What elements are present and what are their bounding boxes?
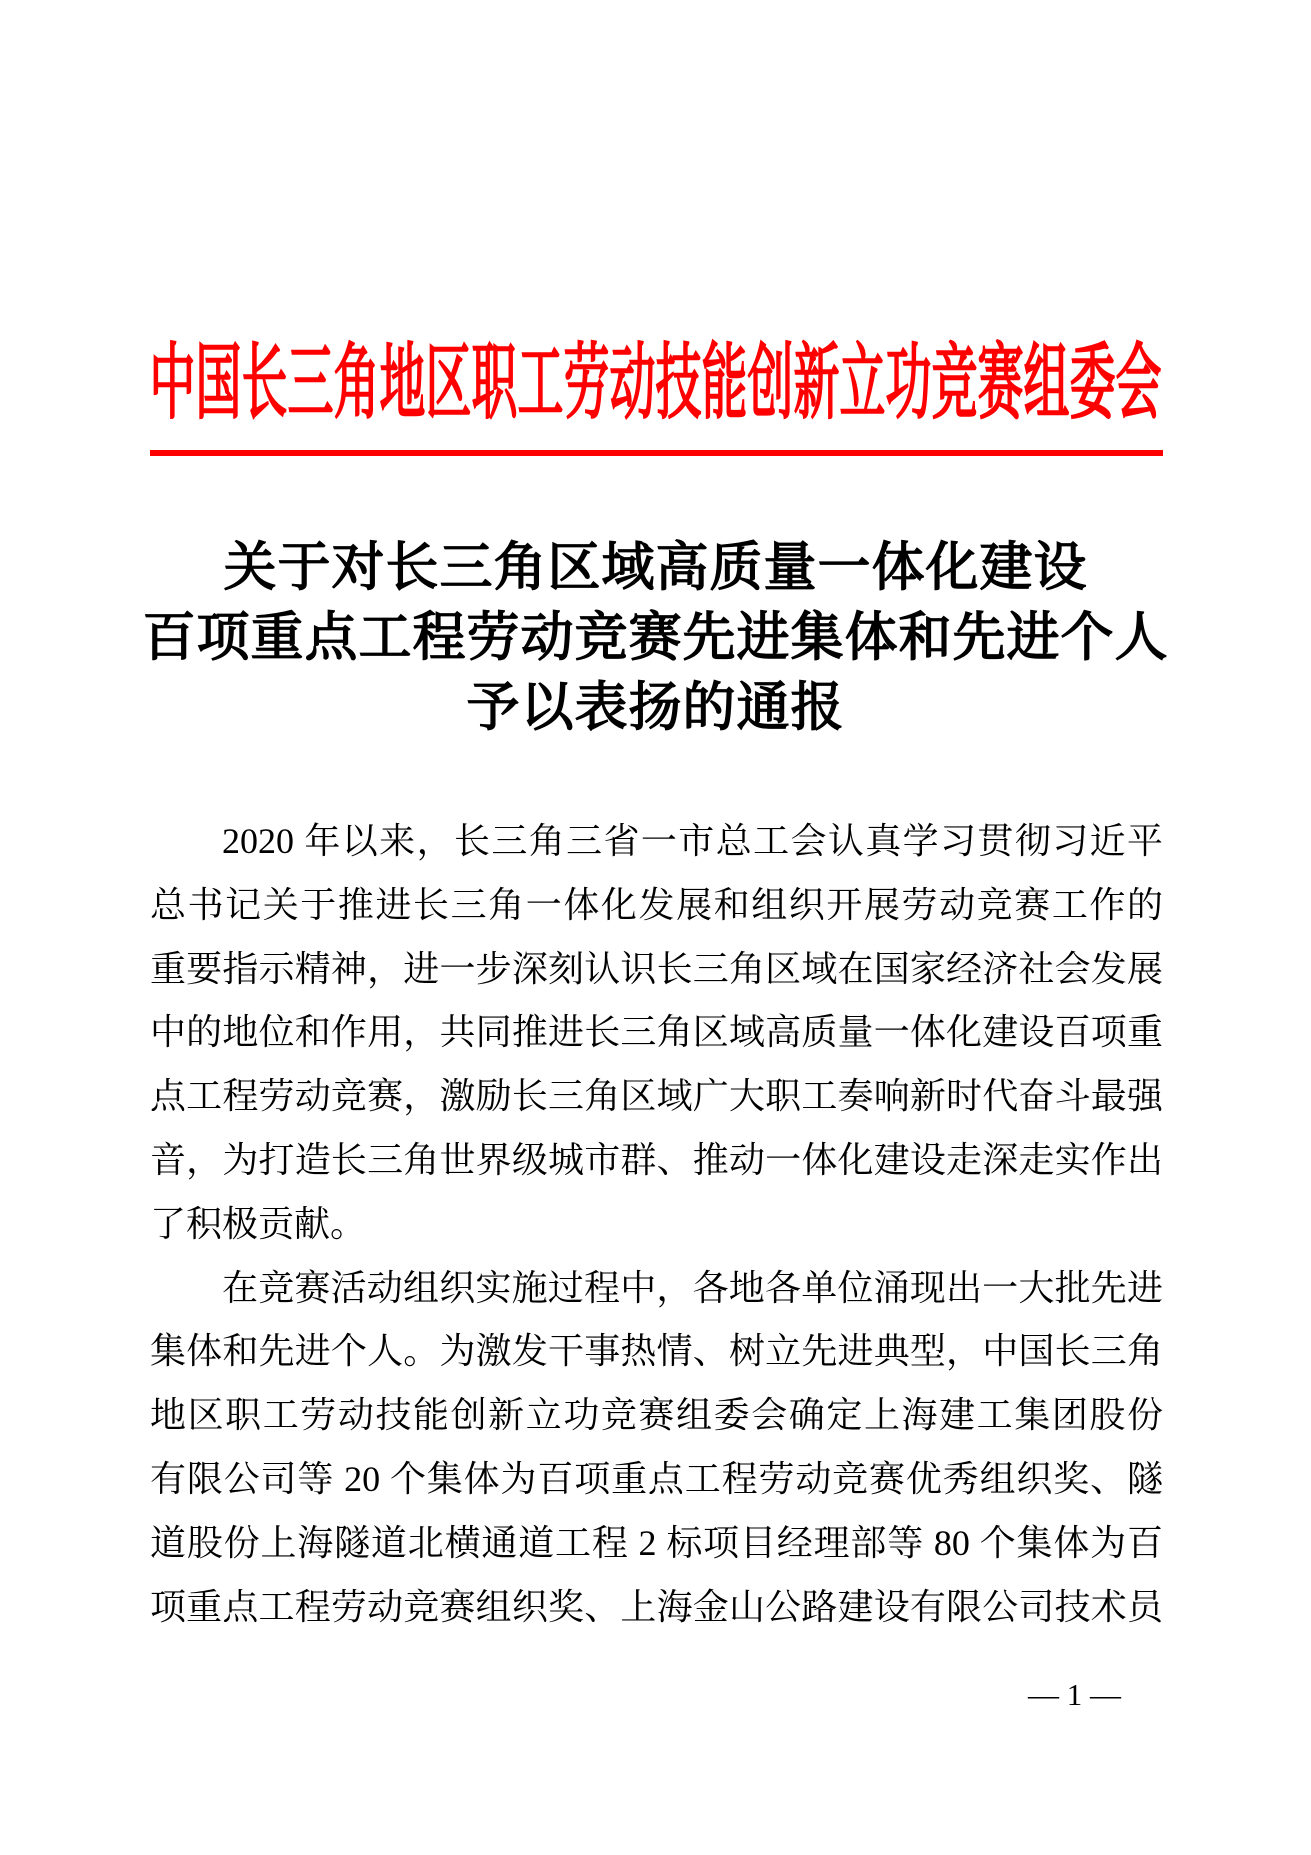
body-line: 集体和先进个人。为激发干事热情、树立先进典型，中国长三角	[150, 1331, 1163, 1372]
body-line: 中的地位和作用，共同推进长三角区域高质量一体化建设百项重	[150, 1012, 1163, 1053]
body-line: 道股份上海隧道北横通道工程 2 标项目经理部等 80 个集体为百	[150, 1522, 1163, 1563]
letterhead	[149, 327, 1162, 430]
page-number: — 1 —	[1028, 1677, 1121, 1712]
document-title	[0, 533, 1311, 743]
body-line: 重要指示精神，进一步深刻认识长三角区域在国家经济社会发展	[150, 948, 1163, 989]
org-header-title: 中国长三角地区职工劳动技能创新立功竞赛组委会	[149, 337, 1162, 430]
body-line: 项重点工程劳动竞赛组织奖、上海金山公路建设有限公司技术员	[150, 1586, 1163, 1627]
document-title-line-3: 予以表扬的通报	[466, 679, 845, 737]
document-title-line-1: 关于对长三角区域高质量一体化建设	[223, 539, 1088, 597]
body-line: 点工程劳动竞赛，激励长三角区域广大职工奏响新时代奋斗最强	[150, 1076, 1163, 1117]
red-divider-line	[150, 450, 1163, 456]
body-line: 2020 年以来，长三角三省一市总工会认真学习贯彻习近平	[222, 821, 1163, 861]
body-line: 在竞赛活动组织实施过程中，各地各单位涌现出一大批先进	[222, 1267, 1163, 1308]
body-line: 音，为打造长三角世界级城市群、推动一体化建设走深走实作出	[150, 1139, 1163, 1180]
body-line: 了积极贡献。	[150, 1203, 367, 1244]
document-title-line-2: 百项重点工程劳动竞赛先进集体和先进个人	[142, 609, 1169, 667]
document-body	[150, 810, 1163, 1639]
body-line: 地区职工劳动技能创新立功竞赛组委会确定上海建工集团股份	[150, 1395, 1163, 1436]
body-line: 总书记关于推进长三角一体化发展和组织开展劳动竞赛工作的	[150, 884, 1163, 925]
body-line: 有限公司等 20 个集体为百项重点工程劳动竞赛优秀组织奖、隧	[150, 1458, 1163, 1499]
